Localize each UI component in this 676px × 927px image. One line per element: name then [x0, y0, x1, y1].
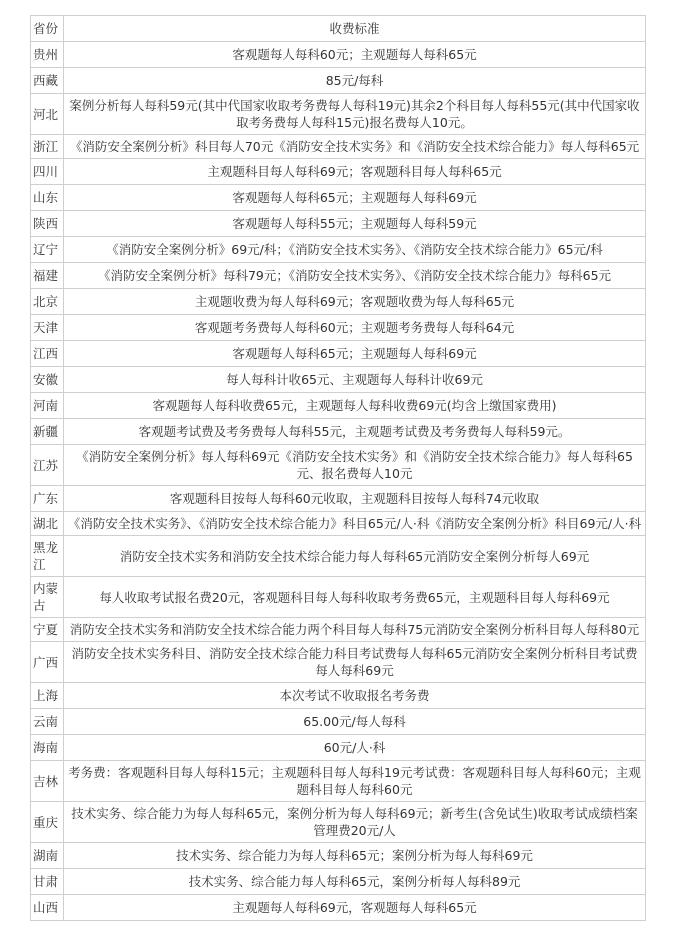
- table-row: [31, 802, 646, 843]
- fee-cell: 客观题考务费每人每科60元；主观题考务费每人每科64元: [64, 315, 646, 341]
- table-row: [31, 393, 646, 419]
- fee-cell: 技术实务、综合能力为每人每科65元；案例分析为每人每科69元: [64, 843, 646, 869]
- fee-cell: 客观题每人每科55元；主观题每人每科59元: [64, 211, 646, 237]
- province-cell: 云南: [31, 709, 64, 735]
- header-fee-standard: 收费标准: [64, 16, 646, 42]
- fee-cell: 《消防安全技术实务》、《消防安全技术综合能力》科目65元/人·科《消防安全案例分析》科目69元/人·科: [64, 512, 646, 536]
- table-row: [31, 486, 646, 512]
- province-cell: 安徽: [31, 367, 64, 393]
- province-cell: 广东: [31, 486, 64, 512]
- header-province: 省份: [31, 16, 64, 42]
- table-row: [31, 445, 646, 486]
- exam-fee-table: [30, 15, 646, 921]
- province-cell: 黑龙江: [31, 536, 64, 577]
- province-cell: 湖北: [31, 512, 64, 536]
- province-cell: 贵州: [31, 42, 64, 68]
- table-row: [31, 159, 646, 185]
- province-cell: 重庆: [31, 802, 64, 843]
- fee-cell: 65.00元/每人每科: [64, 709, 646, 735]
- province-cell: 上海: [31, 683, 64, 709]
- province-cell: 辽宁: [31, 237, 64, 263]
- fee-cell: 《消防安全案例分析》69元/科；《消防安全技术实务》、《消防安全技术综合能力》65元/科: [64, 237, 646, 263]
- fee-cell: 60元/人·科: [64, 735, 646, 761]
- province-cell: 湖南: [31, 843, 64, 869]
- table-row: [31, 709, 646, 735]
- fee-cell: 客观题每人每科60元；主观题每人每科65元: [64, 42, 646, 68]
- fee-cell: 主观题每人每科69元，客观题每人每科65元: [64, 895, 646, 921]
- province-cell: 海南: [31, 735, 64, 761]
- table-row: [31, 577, 646, 618]
- province-cell: 江西: [31, 341, 64, 367]
- fee-cell: 主观题收费为每人每科69元；客观题收费为每人每科65元: [64, 289, 646, 315]
- province-cell: 内蒙古: [31, 577, 64, 618]
- fee-cell: 本次考试不收取报名考务费: [64, 683, 646, 709]
- fee-cell: 每人收取考试报名费20元，客观题科目每人每科收取考务费65元，主观题科目每人每科69元: [64, 577, 646, 618]
- table-row: [31, 237, 646, 263]
- table-row: [31, 341, 646, 367]
- table-row: [31, 735, 646, 761]
- table-body: [31, 42, 646, 921]
- table-row: [31, 419, 646, 445]
- province-cell: 福建: [31, 263, 64, 289]
- fee-cell: 消防安全技术实务和消防安全技术综合能力每人每科65元消防安全案例分析每人69元: [64, 536, 646, 577]
- table-row: [31, 895, 646, 921]
- table-row: [31, 512, 646, 536]
- province-cell: 江苏: [31, 445, 64, 486]
- province-cell: 甘肃: [31, 869, 64, 895]
- province-cell: 广西: [31, 642, 64, 683]
- province-cell: 北京: [31, 289, 64, 315]
- fee-cell: 技术实务、综合能力每人每科65元，案例分析每人每科89元: [64, 869, 646, 895]
- province-cell: 西藏: [31, 68, 64, 94]
- table-header-row: [31, 16, 646, 42]
- fee-cell: 技术实务、综合能力为每人每科65元，案例分析为每人每科69元；新考生(含免试生)收取考试成绩档案管理费20元/人: [64, 802, 646, 843]
- province-cell: 陕西: [31, 211, 64, 237]
- province-cell: 河南: [31, 393, 64, 419]
- fee-cell: 客观题每人每科收费65元，主观题每人每科收费69元(均含上缴国家费用): [64, 393, 646, 419]
- province-cell: 天津: [31, 315, 64, 341]
- table-row: [31, 367, 646, 393]
- table-row: [31, 94, 646, 135]
- table-row: [31, 135, 646, 159]
- table-row: [31, 869, 646, 895]
- table-row: [31, 618, 646, 642]
- fee-cell: 客观题科目按每人每科60元收取，主观题科目按每人每科74元收取: [64, 486, 646, 512]
- fee-cell: 消防安全技术实务科目、消防安全技术综合能力科目考试费每人每科65元消防安全案例分析科目考试费每人每科69元: [64, 642, 646, 683]
- table-row: [31, 536, 646, 577]
- fee-cell: 客观题每人每科65元；主观题每人每科69元: [64, 341, 646, 367]
- fee-cell: 案例分析每人每科59元(其中代国家收取考务费每人每科19元)其余2个科目每人每科55元(其中代国家收取考务费每人每科15元)报名费每人10元。: [64, 94, 646, 135]
- province-cell: 新疆: [31, 419, 64, 445]
- province-cell: 吉林: [31, 761, 64, 802]
- fee-cell: 消防安全技术实务和消防安全技术综合能力两个科目每人每科75元消防安全案例分析科目每人每科80元: [64, 618, 646, 642]
- fee-cell: 《消防安全案例分析》每人每科69元《消防安全技术实务》和《消防安全技术综合能力》每人每科65元、报名费每人10元: [64, 445, 646, 486]
- table-row: [31, 315, 646, 341]
- table-row: [31, 843, 646, 869]
- table-row: [31, 42, 646, 68]
- province-cell: 山东: [31, 185, 64, 211]
- province-cell: 河北: [31, 94, 64, 135]
- table-row: [31, 185, 646, 211]
- fee-cell: 每人每科计收65元、主观题每人每科计收69元: [64, 367, 646, 393]
- fee-cell: 客观题考试费及考务费每人每科55元，主观题考试费及考务费每人每科59元。: [64, 419, 646, 445]
- province-cell: 山西: [31, 895, 64, 921]
- table-row: [31, 761, 646, 802]
- table-row: [31, 683, 646, 709]
- fee-cell: 《消防安全案例分析》每科79元；《消防安全技术实务》、《消防安全技术综合能力》每科65元: [64, 263, 646, 289]
- province-cell: 宁夏: [31, 618, 64, 642]
- province-cell: 浙江: [31, 135, 64, 159]
- table-row: [31, 68, 646, 94]
- province-cell: 四川: [31, 159, 64, 185]
- table-row: [31, 289, 646, 315]
- fee-cell: 《消防安全案例分析》科目每人70元《消防安全技术实务》和《消防安全技术综合能力》每人每科65元: [64, 135, 646, 159]
- fee-cell: 85元/每科: [64, 68, 646, 94]
- table-row: [31, 211, 646, 237]
- fee-cell: 考务费：客观题科目每人每科15元；主观题科目每人每科19元考试费：客观题科目每人每科60元；主观题科目每人每科60元: [64, 761, 646, 802]
- table-row: [31, 263, 646, 289]
- fee-cell: 主观题科目每人每科69元；客观题科目每人每科65元: [64, 159, 646, 185]
- table-row: [31, 642, 646, 683]
- fee-cell: 客观题每人每科65元；主观题每人每科69元: [64, 185, 646, 211]
